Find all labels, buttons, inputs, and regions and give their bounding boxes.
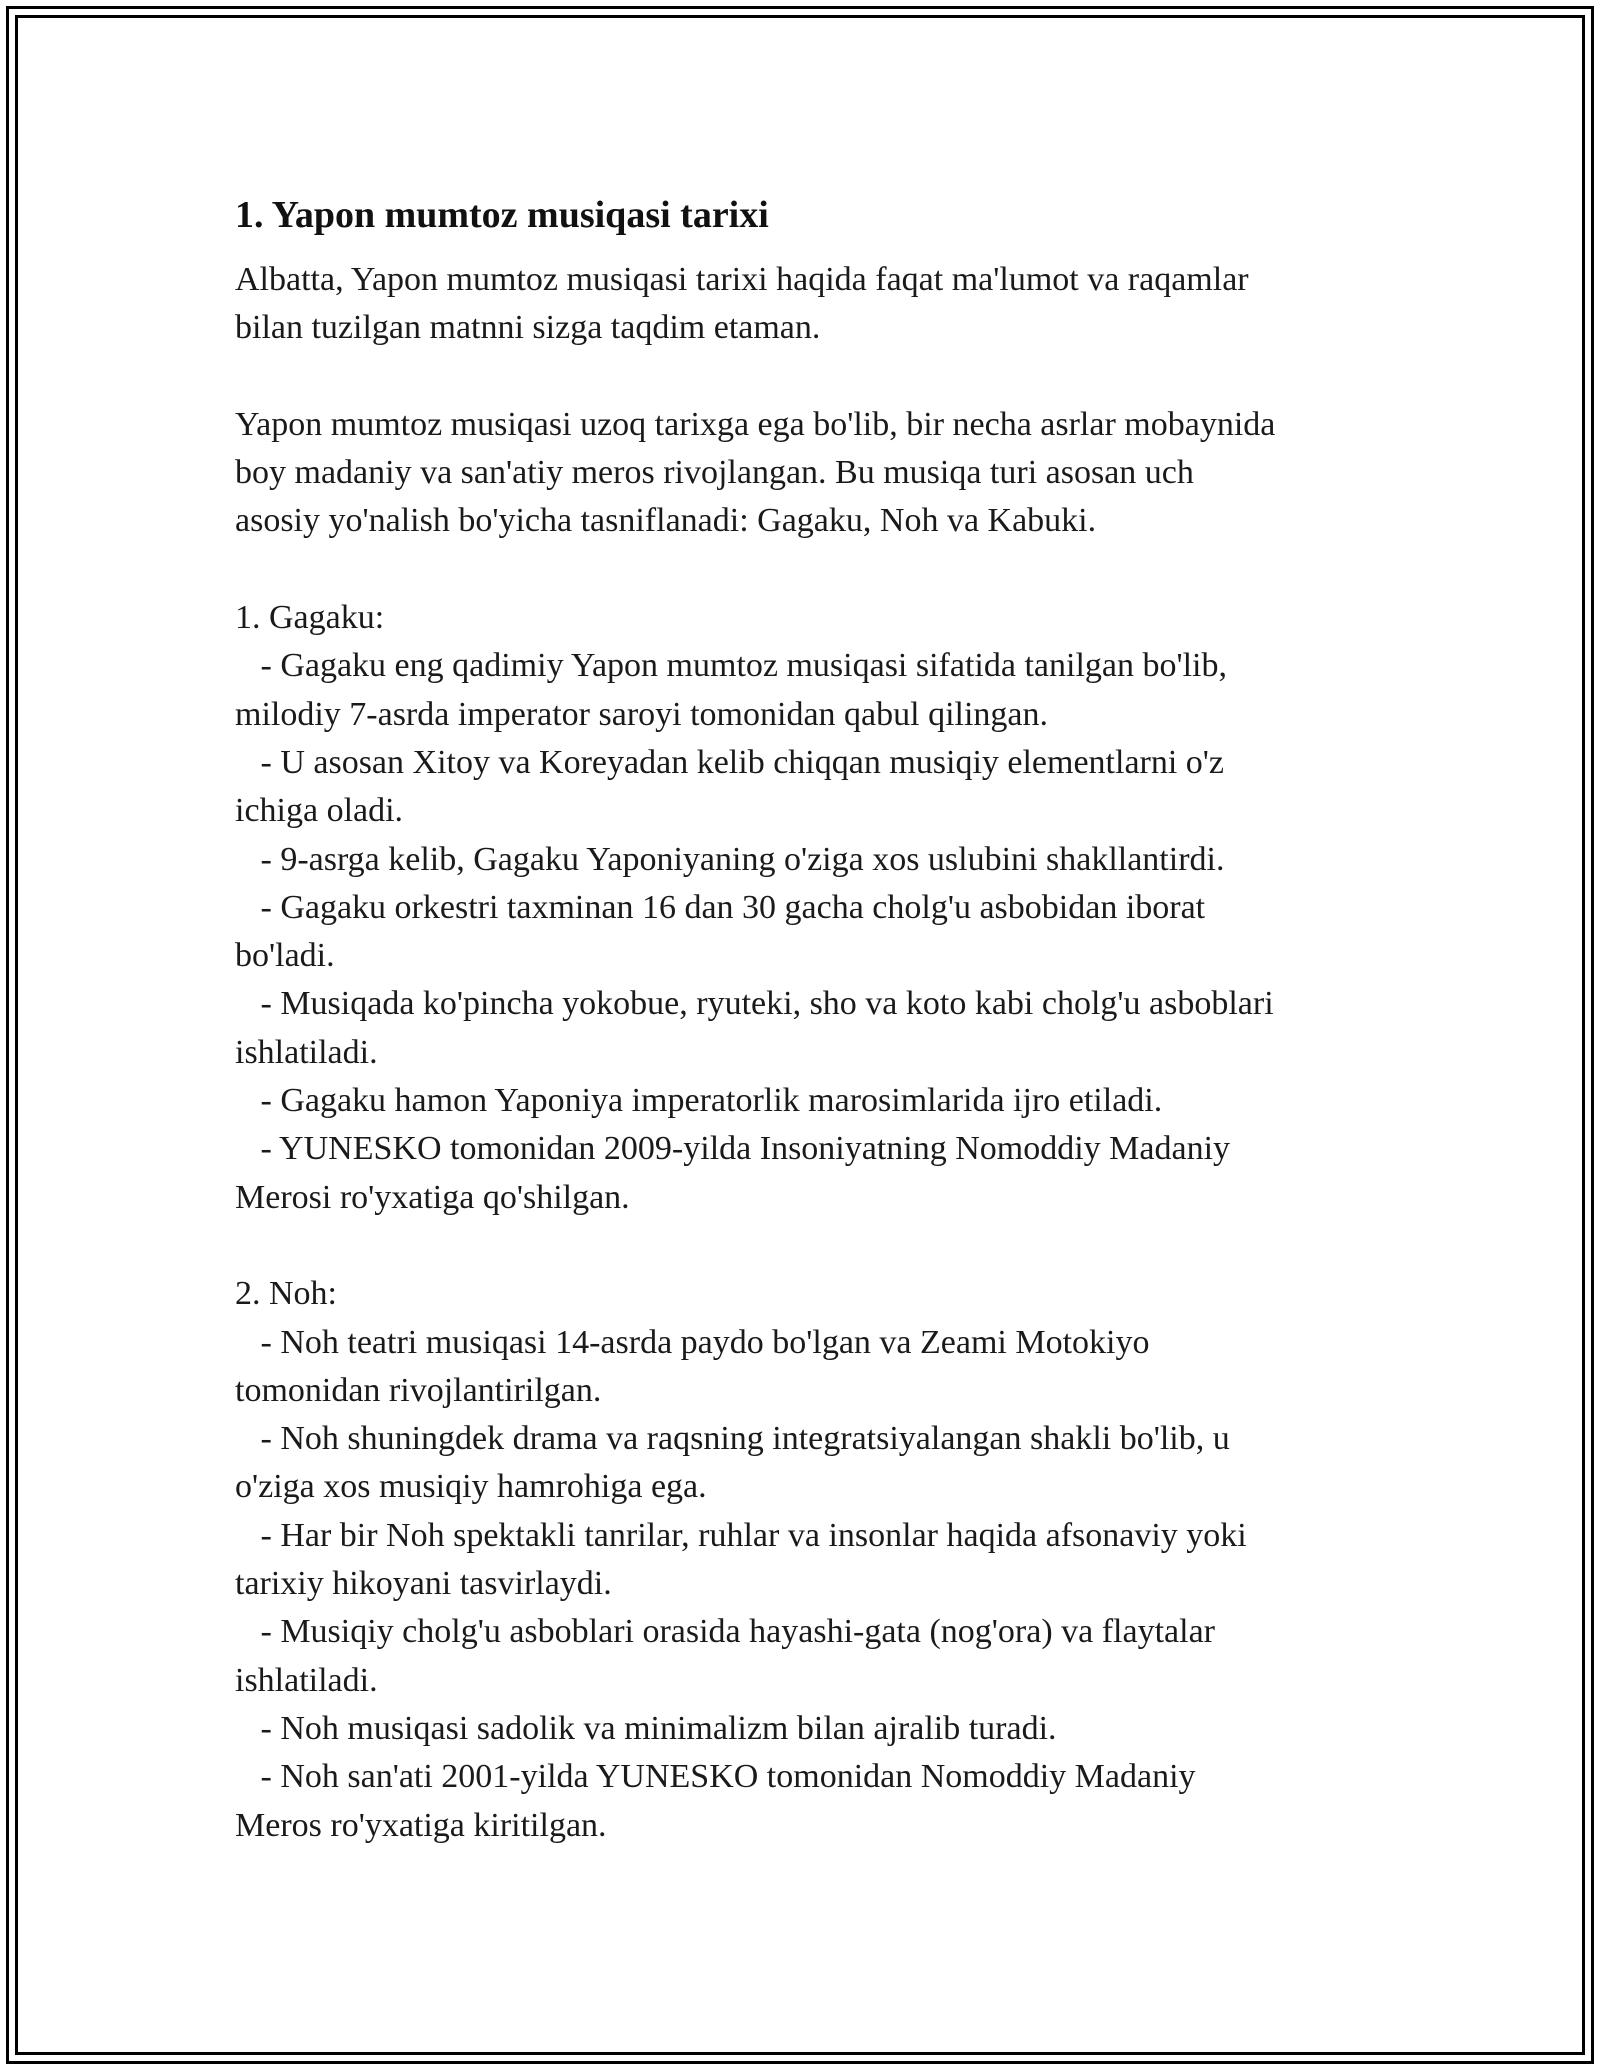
list-item: - Gagaku hamon Yaponiya imperatorlik marosimlarida ijro etiladi.: [235, 1082, 1163, 1120]
overview-paragraph: Yapon mumtoz musiqasi uzoq tarixga ega bo'lib, bir necha asrlar mobaynida boy madaniy va san'atiy meros rivojlangan. Bu musiqa turi asosan uch asosiy yo'nalish bo'yicha tasniflanadi: Gagaku, Noh va Kabuki.: [235, 405, 1276, 540]
document-body: [235, 188, 1385, 1850]
list-item: - Musiqada ko'pincha yokobue, ryuteki, sho va koto kabi cholg'u asboblari ishlatiladi.: [235, 985, 1274, 1071]
list-item: - Noh san'ati 2001-yilda YUNESKO tomonidan Nomoddiy Madaniy Meros ro'yxatiga kiritilgan.: [235, 1758, 1196, 1844]
paragraph-gap: [235, 353, 1385, 401]
section-noh: [235, 1270, 1385, 1850]
list-item: - YUNESKO tomonidan 2009-yilda Insoniyatning Nomoddiy Madaniy Merosi ro'yxatiga qo'shilgan.: [235, 1130, 1231, 1216]
list-item: - Noh musiqasi sadolik va minimalizm bilan ajralib turadi.: [235, 1709, 1057, 1747]
paragraph-gap: [235, 546, 1385, 594]
list-item: - Noh teatri musiqasi 14-asrda paydo bo'lgan va Zeami Motokiyo tomonidan rivojlantirilgan.: [235, 1323, 1150, 1409]
list-item: - Noh shuningdek drama va raqsning integratsiyalangan shakli bo'lib, u o'ziga xos musiqiy hamrohiga ega.: [235, 1420, 1230, 1506]
list-item: - Gagaku eng qadimiy Yapon mumtoz musiqasi sifatida tanilgan bo'lib, milodiy 7-asrda imperator saroyi tomonidan qabul qilingan.: [235, 647, 1227, 733]
document-title: 1. Yapon mumtoz musiqasi tarixi: [235, 194, 769, 236]
list-item: - Gagaku orkestri taxminan 16 dan 30 gacha cholg'u asbobidan iborat bo'ladi.: [235, 888, 1206, 975]
list-item: - Musiqiy cholg'u asboblari orasida hayashi-gata (nog'ora) va flaytalar ishlatiladi.: [235, 1613, 1215, 1699]
section-gagaku: [235, 594, 1385, 1222]
paragraph-gap: [235, 1222, 1385, 1270]
list-item: - 9-asrga kelib, Gagaku Yaponiyaning o'ziga xos uslubini shakllantirdi.: [235, 840, 1225, 878]
list-item: - Har bir Noh spektakli tanrilar, ruhlar va insonlar haqida afsonaviy yoki tarixiy hikoyani tasvirlaydi.: [235, 1516, 1247, 1603]
list-item: - U asosan Xitoy va Koreyadan kelib chiqqan musiqiy elementlarni o'z ichiga oladi.: [235, 743, 1225, 830]
section-heading: 2. Noh:: [235, 1275, 337, 1313]
section-heading: 1. Gagaku:: [235, 599, 385, 637]
intro-paragraph: Albatta, Yapon mumtoz musiqasi tarixi haqida faqat ma'lumot va raqamlar bilan tuzilgan matnni sizga taqdim etaman.: [235, 261, 1249, 347]
